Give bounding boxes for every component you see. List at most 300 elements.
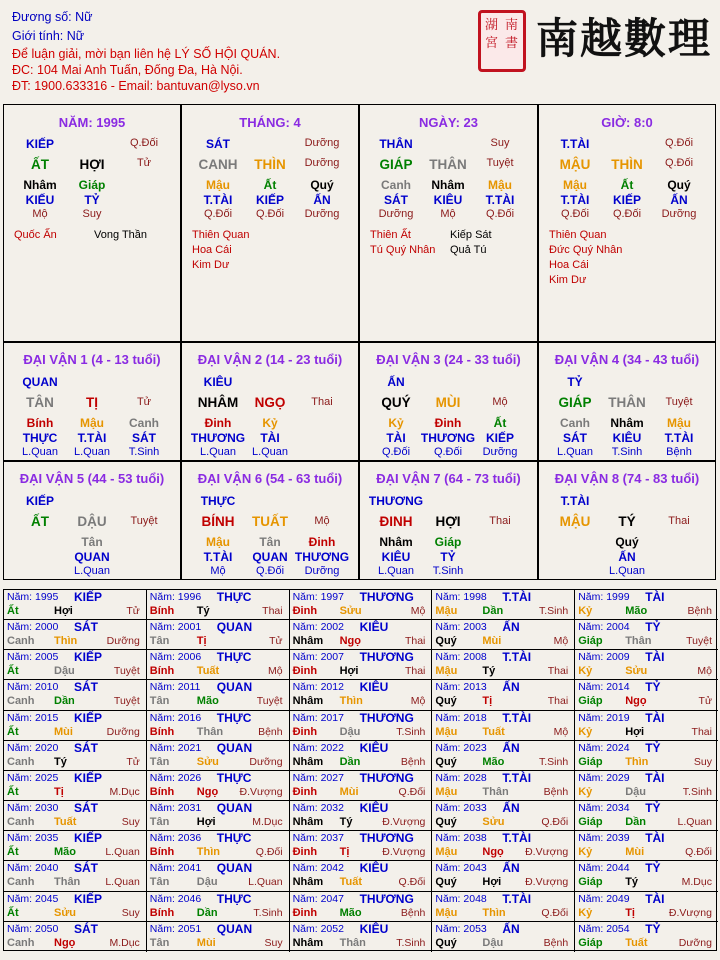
star-label: Hoa Cái <box>549 259 589 271</box>
year-god: THỰC <box>216 891 252 906</box>
stem: MẬU <box>559 157 591 172</box>
year-life-stage: T.Sinh <box>682 785 712 798</box>
year-label: Năm: 1996 <box>149 591 202 603</box>
year-label: Năm: 2028 <box>435 771 487 784</box>
year-cell <box>575 680 718 710</box>
year-branch: Dần <box>625 816 646 829</box>
hidden-god: KIÊU <box>381 550 411 564</box>
year-label: Năm: 2049 <box>578 892 630 905</box>
years-table <box>3 589 717 951</box>
year-label: Năm: 2051 <box>149 922 202 935</box>
year-stem: Canh <box>7 936 35 949</box>
star-label: Kim Dư <box>549 274 587 286</box>
year-label: Năm: 2048 <box>435 892 487 905</box>
branch: THÂN <box>608 395 646 410</box>
dai-van-title: ĐẠI VẬN 3 (24 - 33 tuổi) <box>376 352 521 367</box>
year-stem: Bính <box>149 785 175 798</box>
year-life-stage: Dưỡng <box>249 755 283 768</box>
year-branch: Thân <box>339 936 366 949</box>
hidden-stem: Canh <box>129 416 159 430</box>
hidden-stem: Tân <box>259 535 281 549</box>
year-branch: Tị <box>54 785 64 798</box>
life-stage: Q.Đối <box>255 565 285 577</box>
year-cell <box>432 711 575 741</box>
branch: HỢI <box>435 514 461 529</box>
year-god: KIẾP <box>74 891 103 906</box>
year-cell <box>147 711 290 741</box>
hidden-stem: Đinh <box>434 416 462 430</box>
year-god: T.TÀI <box>502 891 532 906</box>
hidden-stem: Giáp <box>434 535 462 549</box>
hidden-god: KIÊU <box>612 431 642 445</box>
year-branch: Hợi <box>54 605 73 617</box>
year-stem: Bính <box>149 906 175 919</box>
year-label: Năm: 2031 <box>149 802 202 815</box>
life-stage: Q.Đối <box>664 157 694 169</box>
life-stage: Dưỡng <box>661 208 697 220</box>
hidden-stem: Mậu <box>563 178 587 192</box>
hidden-stem: Nhâm <box>379 535 413 549</box>
life-stage: Q.Đối <box>485 208 515 220</box>
year-branch: Tý <box>54 755 67 768</box>
year-cell <box>4 711 147 741</box>
year-cell <box>4 831 147 861</box>
year-cell <box>432 831 575 861</box>
year-label: Năm: 2004 <box>578 621 630 634</box>
hidden-stem: Quý <box>310 178 334 192</box>
year-label: Năm: 2029 <box>578 771 630 784</box>
year-stem: Giáp <box>578 816 603 829</box>
year-god: TÀI <box>645 650 665 665</box>
year-life-stage: Đ.Vượng <box>525 876 569 889</box>
year-stem: Đinh <box>292 605 318 617</box>
year-branch: Dần <box>339 755 361 768</box>
star-label: Vong Thần <box>94 229 148 241</box>
year-stem: Nhâm <box>292 635 324 648</box>
hidden-god: T.TÀI <box>77 431 107 445</box>
year-god: TỶ <box>645 921 661 936</box>
year-cell <box>575 650 718 680</box>
hidden-god: TÀI <box>386 431 406 445</box>
star-label: Thiên Ất <box>370 229 411 241</box>
year-life-stage: Suy <box>264 936 283 949</box>
year-label: Năm: 2037 <box>292 832 344 845</box>
hidden-god: THỰC <box>22 431 58 445</box>
year-god: KIÊU <box>359 921 389 936</box>
hidden-god: T.TÀI <box>203 550 233 564</box>
branch: THÂN <box>429 157 467 172</box>
life-stage: L.Quan <box>199 446 237 458</box>
year-branch: Mão <box>196 695 219 708</box>
year-label: Năm: 2014 <box>578 681 630 694</box>
year-god: TÀI <box>645 770 665 785</box>
year-stem: Giáp <box>578 695 603 708</box>
year-life-stage: Q.Đối <box>541 816 569 829</box>
year-cell <box>290 831 433 861</box>
year-god: TÀI <box>645 891 665 906</box>
year-god: ẤN <box>502 620 520 635</box>
year-god: KIẾP <box>74 831 103 846</box>
year-branch: Tuất <box>339 876 362 889</box>
year-life-stage: M.Dục <box>252 816 283 829</box>
year-god: THỰC <box>216 831 252 846</box>
year-stem: Ất <box>7 725 19 738</box>
dai-van-cell <box>3 461 181 580</box>
hidden-stem: Canh <box>560 416 590 430</box>
year-stem: Canh <box>7 755 35 768</box>
year-cell <box>4 741 147 771</box>
branch: MÙI <box>435 395 461 410</box>
ten-god: TỶ <box>567 375 583 389</box>
year-branch: Sửu <box>339 605 362 617</box>
branch: TỊ <box>86 395 98 410</box>
year-branch: Tị <box>482 695 493 708</box>
year-life-stage: Thai <box>404 665 426 678</box>
year-label: Năm: 2019 <box>578 711 630 724</box>
year-stem: Quý <box>435 635 457 648</box>
year-god: THƯƠNG <box>359 590 414 604</box>
year-cell <box>4 650 147 680</box>
hidden-stem: Quý <box>615 535 639 549</box>
year-label: Năm: 2008 <box>435 651 487 664</box>
year-god: QUAN <box>216 620 253 635</box>
year-branch: Sửu <box>196 755 219 768</box>
life-stage: Suy <box>82 208 102 220</box>
dai-van-title: ĐẠI VẬN 4 (34 - 43 tuổi) <box>554 352 700 367</box>
year-cell <box>432 801 575 831</box>
year-stem: Canh <box>7 876 35 889</box>
year-life-stage: Bệnh <box>400 906 426 919</box>
year-cell <box>432 590 575 620</box>
ten-god: THƯƠNG <box>368 494 424 508</box>
year-life-stage: Mộ <box>553 725 569 738</box>
pillar-cell <box>359 104 538 342</box>
year-stem: Đinh <box>292 725 318 738</box>
year-label: Năm: 2023 <box>435 741 487 754</box>
year-stem: Giáp <box>578 755 603 768</box>
year-branch: Ngọ <box>339 635 361 648</box>
life-stage: Bệnh <box>666 446 692 458</box>
year-stem: Tân <box>149 936 170 949</box>
year-branch: Dậu <box>196 876 218 889</box>
year-cell <box>432 771 575 801</box>
stem: ẤT <box>31 157 49 172</box>
year-life-stage: Q.Đối <box>541 906 569 919</box>
hidden-god: TỶ <box>84 193 100 207</box>
year-cell <box>290 922 433 952</box>
year-branch: Dậu <box>625 785 646 798</box>
year-god: THƯƠNG <box>359 891 414 906</box>
year-stem: Kỷ <box>578 846 593 859</box>
year-life-stage: Suy <box>121 816 140 829</box>
hidden-stem: Đinh <box>204 416 232 430</box>
year-label: Năm: 2024 <box>578 741 630 754</box>
year-god: TỶ <box>645 801 661 816</box>
hidden-god: THƯƠNG <box>190 431 246 445</box>
year-life-stage: Thai <box>547 695 569 708</box>
year-stem: Mậu <box>435 665 458 678</box>
year-life-stage: Thai <box>404 635 426 648</box>
year-cell <box>575 801 718 831</box>
year-life-stage: Thai <box>262 605 283 617</box>
year-label: Năm: 2002 <box>292 621 344 634</box>
life-stage: Q.Đối <box>433 446 463 458</box>
pillar-title: NGÀY: 23 <box>419 115 478 130</box>
life-stage: Tử <box>136 157 152 169</box>
year-god: T.TÀI <box>502 770 532 785</box>
year-cell <box>147 650 290 680</box>
hidden-stem: Ất <box>493 416 507 430</box>
year-branch: Hợi <box>482 876 502 889</box>
year-stem: Ất <box>7 906 19 919</box>
year-life-stage: Bệnh <box>400 755 426 768</box>
year-branch: Tuất <box>54 816 77 829</box>
year-stem: Tân <box>149 755 170 768</box>
year-life-stage: Mộ <box>410 695 426 708</box>
star-label: Hoa Cái <box>192 244 232 256</box>
year-god: KIÊU <box>359 740 389 755</box>
dai-van-title: ĐẠI VẬN 6 (54 - 63 tuổi) <box>197 471 343 486</box>
life-stage: Thai <box>489 515 511 527</box>
year-branch: Dậu <box>54 665 75 678</box>
year-cell <box>290 861 433 891</box>
year-life-stage: Tuyệt <box>113 665 140 678</box>
year-branch: Mão <box>482 755 505 768</box>
dai-van-cell <box>359 342 538 461</box>
year-life-stage: Thai <box>547 665 569 678</box>
year-label: Năm: 2039 <box>578 832 630 845</box>
year-cell <box>575 741 718 771</box>
year-god: T.TÀI <box>502 831 532 846</box>
year-life-stage: Dưỡng <box>106 725 140 738</box>
hidden-stem: Mậu <box>206 535 230 549</box>
year-life-stage: Tử <box>269 635 283 648</box>
hidden-stem: Đinh <box>308 535 336 549</box>
year-cell <box>575 831 718 861</box>
year-label: Năm: 2033 <box>435 802 487 815</box>
branch: NGỌ <box>254 395 286 410</box>
star-label: Kiếp Sát <box>450 229 492 241</box>
year-label: Năm: 2012 <box>292 681 344 694</box>
life-stage: L.Quan <box>608 565 646 577</box>
year-god: TÀI <box>645 710 665 725</box>
hidden-god: QUAN <box>252 550 288 564</box>
life-stage: Q.Đối <box>203 208 233 220</box>
year-label: Năm: 2026 <box>149 771 202 784</box>
pillar-cell <box>181 104 359 342</box>
stem: MẬU <box>559 514 591 529</box>
year-stem: Ất <box>7 846 19 859</box>
life-stage: Mộ <box>32 208 48 220</box>
year-branch: Sửu <box>625 665 648 678</box>
hidden-god: TÀI <box>260 431 280 445</box>
ten-god: T.TÀI <box>560 494 590 508</box>
year-stem: Đinh <box>292 846 318 859</box>
year-life-stage: Đ.Vượng <box>382 816 426 829</box>
year-life-stage: Q.Đối <box>398 785 426 798</box>
year-cell <box>147 620 290 650</box>
ten-god: Suy <box>490 137 510 149</box>
hidden-stem: Tân <box>81 535 103 549</box>
year-stem: Mậu <box>435 785 458 798</box>
year-god: THƯƠNG <box>359 650 414 665</box>
life-stage: Dưỡng <box>304 157 340 169</box>
year-god: TỶ <box>645 740 661 755</box>
year-branch: Tý <box>625 876 639 889</box>
star-label: Đức Quý Nhân <box>549 244 623 256</box>
year-god: KIẾP <box>74 650 103 665</box>
branch: THÌN <box>254 157 286 172</box>
header <box>0 0 720 104</box>
year-label: Năm: 2016 <box>149 711 202 724</box>
year-life-stage: L.Quan <box>105 846 140 859</box>
dai-van-title: ĐẠI VẬN 1 (4 - 13 tuổi) <box>23 352 161 367</box>
year-stem: Kỷ <box>578 725 593 738</box>
year-label: Năm: 2003 <box>435 621 487 634</box>
dai-van-cell <box>181 342 359 461</box>
year-god: KIÊU <box>359 861 389 876</box>
life-stage: Dưỡng <box>378 208 414 220</box>
year-life-stage: Bệnh <box>687 605 712 617</box>
year-life-stage: Q.Đối <box>398 876 426 889</box>
hidden-god: T.TÀI <box>560 193 590 207</box>
hidden-god: KIẾP <box>255 193 285 207</box>
year-cell <box>147 771 290 801</box>
year-branch: Dần <box>196 906 218 919</box>
year-label: Năm: 2021 <box>149 741 202 754</box>
year-god: THỰC <box>216 710 252 725</box>
life-stage: T.Sinh <box>128 446 160 458</box>
ten-god: KIẾP <box>25 137 55 151</box>
owner-label: Đương số: Nữ <box>12 10 93 24</box>
year-branch: Ngọ <box>625 695 647 708</box>
year-stem: Bính <box>149 725 175 738</box>
life-stage: Mộ <box>492 396 508 408</box>
life-stage: Mộ <box>440 208 456 220</box>
year-life-stage: Tuyệt <box>686 635 712 648</box>
year-stem: Kỷ <box>578 665 593 678</box>
life-stage: Thai <box>668 515 690 527</box>
year-cell <box>4 801 147 831</box>
year-label: Năm: 2042 <box>292 862 344 875</box>
year-life-stage: Tử <box>698 695 712 708</box>
year-cell <box>4 922 147 952</box>
life-stage: Tuyệt <box>486 157 514 169</box>
hidden-stem: Bính <box>26 416 54 430</box>
dai-van-title: ĐẠI VẬN 7 (64 - 73 tuổi) <box>376 471 521 486</box>
logo: 南越數理 <box>535 14 712 63</box>
year-stem: Đinh <box>292 785 318 798</box>
year-cell <box>290 650 433 680</box>
year-cell <box>575 861 718 891</box>
year-stem: Quý <box>435 936 457 949</box>
pillar-title: THÁNG: 4 <box>239 115 301 130</box>
year-god: T.TÀI <box>502 710 532 725</box>
year-stem: Nhâm <box>292 695 324 708</box>
star-label: Quả Tú <box>450 244 487 256</box>
year-god: TỶ <box>645 620 661 635</box>
star-label: Thiên Quan <box>192 229 250 241</box>
year-stem: Bính <box>149 846 175 859</box>
year-cell <box>432 741 575 771</box>
hidden-god: ẤN <box>670 193 688 207</box>
life-stage: L.Quan <box>251 446 289 458</box>
year-stem: Ất <box>7 665 19 678</box>
year-label: Năm: 2035 <box>7 832 59 845</box>
life-stage: L.Quan <box>377 565 415 577</box>
year-life-stage: M.Dục <box>681 876 712 889</box>
year-god: SÁT <box>74 680 98 695</box>
dai-van-cell <box>359 461 538 580</box>
year-cell <box>432 680 575 710</box>
hidden-god: SÁT <box>563 431 587 445</box>
stem: QUÝ <box>381 395 411 410</box>
year-label: Năm: 2040 <box>7 862 59 875</box>
year-stem: Quý <box>435 755 457 768</box>
dai-van-cell <box>3 342 181 461</box>
year-god: SÁT <box>74 861 98 876</box>
year-branch: Tý <box>339 816 353 829</box>
life-stage: Tử <box>136 396 152 408</box>
ten-god: KIÊU <box>203 375 233 389</box>
year-branch: Tý <box>482 665 496 678</box>
year-stem: Bính <box>149 605 175 617</box>
year-god: TỶ <box>645 861 661 876</box>
hidden-god: TỶ <box>440 550 456 564</box>
year-label: Năm: 2044 <box>578 862 630 875</box>
year-god: KIẾP <box>74 770 103 785</box>
year-label: Năm: 2052 <box>292 922 344 935</box>
year-stem: Giáp <box>578 635 603 648</box>
year-branch: Mùi <box>54 725 73 738</box>
life-stage: Dưỡng <box>482 446 518 458</box>
stem: ẤT <box>31 514 49 529</box>
year-branch: Ngọ <box>482 846 504 859</box>
year-label: Năm: 2001 <box>149 621 202 634</box>
life-stage: L.Quan <box>21 446 59 458</box>
life-stage: Q.Đối <box>560 208 590 220</box>
year-cell <box>290 620 433 650</box>
stem: CANH <box>198 157 238 172</box>
year-stem: Mậu <box>435 846 458 859</box>
hidden-stem: Mậu <box>488 178 512 192</box>
year-label: Năm: 2007 <box>292 651 344 664</box>
year-god: TÀI <box>645 590 665 604</box>
year-label: Năm: 2046 <box>149 892 202 905</box>
year-label: Năm: 2020 <box>7 741 59 754</box>
year-god: TÀI <box>645 831 665 846</box>
year-stem: Quý <box>435 876 457 889</box>
year-cell <box>4 861 147 891</box>
year-god: THỰC <box>216 770 252 785</box>
year-label: Năm: 2025 <box>7 771 59 784</box>
year-life-stage: Bệnh <box>543 785 569 798</box>
year-life-stage: T.Sinh <box>396 936 426 949</box>
year-branch: Mùi <box>482 635 502 648</box>
year-cell <box>290 711 433 741</box>
star-label: Kim Dư <box>192 259 230 271</box>
year-cell <box>432 861 575 891</box>
year-cell <box>4 680 147 710</box>
pillar-title: NĂM: 1995 <box>58 115 126 130</box>
year-life-stage: Tuyệt <box>256 695 283 708</box>
year-stem: Canh <box>7 816 35 829</box>
hidden-stem: Mậu <box>80 416 104 430</box>
year-cell <box>575 771 718 801</box>
year-god: KIẾP <box>74 590 103 604</box>
year-cell <box>432 892 575 922</box>
year-life-stage: Bệnh <box>543 936 569 949</box>
